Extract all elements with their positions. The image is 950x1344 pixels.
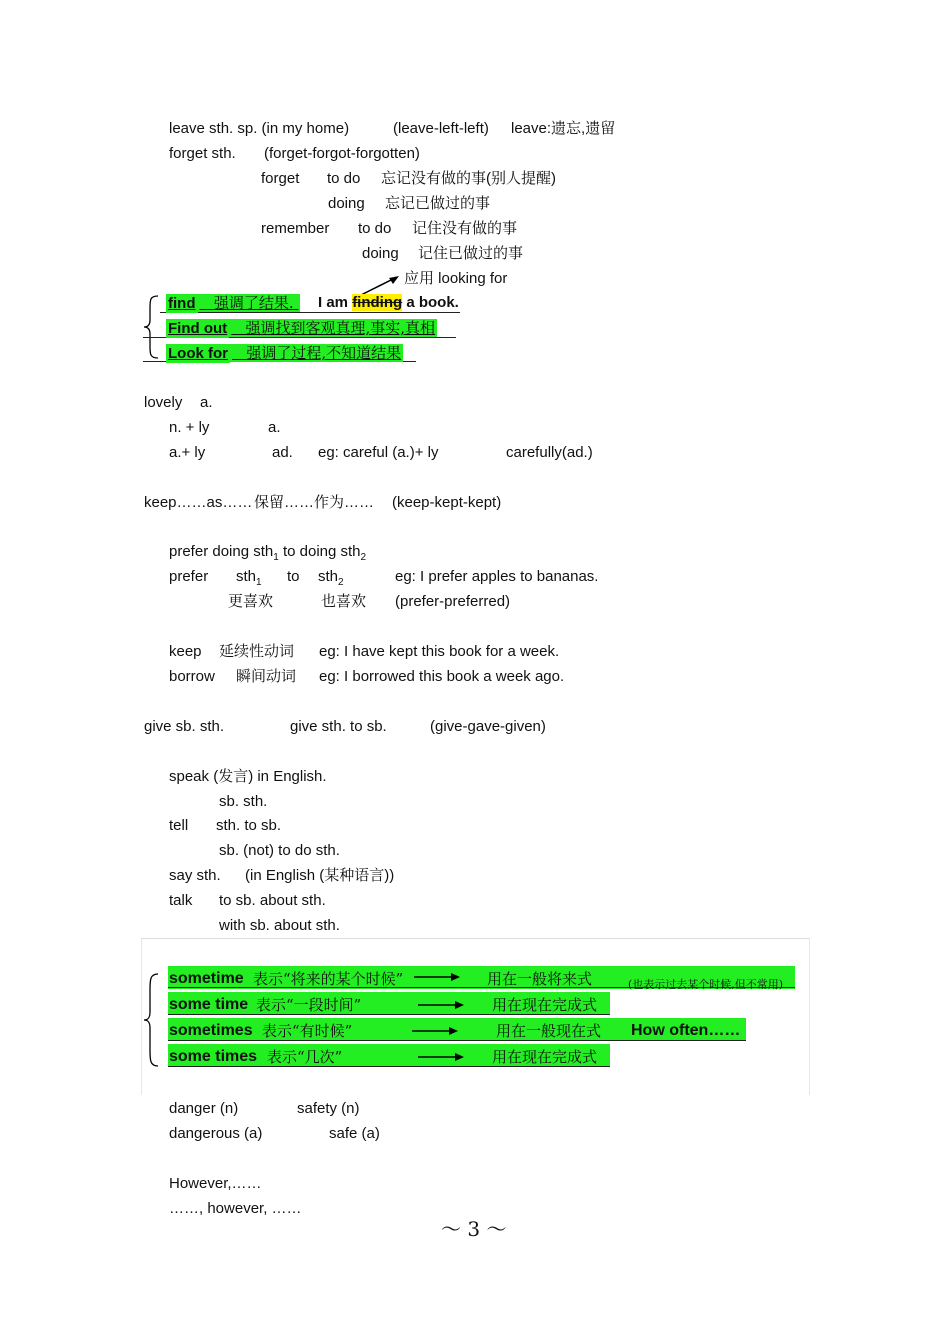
keep-type: 延续性动词 (219, 643, 295, 660)
safety-noun: safety (n) (297, 1100, 360, 1117)
prefer-sth2: sth$_2$ (318, 568, 344, 588)
keep-as: keep……as…… (144, 494, 253, 511)
prefer-forms: (prefer-preferred) (395, 593, 511, 610)
forget-phrase: forget sth. (169, 145, 236, 162)
prefer-example: eg: I prefer apples to bananas. (395, 568, 599, 585)
sometime-note: (也表示过去某个时候,但不常用) (628, 978, 784, 991)
find-keyword: find (168, 295, 196, 312)
give-pattern-1: give sb. sth. (144, 718, 225, 735)
remember-doing: doing (362, 245, 399, 262)
findout-row (166, 318, 437, 339)
lookfor-keyword: Look for (168, 345, 228, 362)
give-pattern-2: give sth. to sb. (290, 718, 387, 735)
some-time-usage: 用在现在完成式 (492, 996, 598, 1014)
safe-adj: safe (a) (329, 1125, 380, 1142)
however-start: However,…… (169, 1175, 262, 1192)
speak-pattern: speak (发言) in English. (169, 768, 327, 785)
some-time-keyword: some time (169, 996, 249, 1013)
arrow-right-icon (412, 1023, 462, 1039)
borrow-type: 瞬间动词 (236, 668, 297, 685)
findout-meaning: 强调找到客观真理,事实,真相 (229, 319, 437, 337)
tell-word: tell (169, 817, 189, 834)
talk-pattern-2: with sb. about sth. (219, 917, 340, 934)
talk-word: talk (169, 892, 193, 909)
danger-noun: danger (n) (169, 1100, 239, 1117)
keep-forms: (keep-kept-kept) (392, 494, 502, 511)
find-meaning: 强调了结果. (198, 294, 301, 312)
remember-todo: to do (358, 220, 392, 237)
borrow-example: eg: I borrowed this book a week ago. (319, 668, 565, 685)
lovely-word: lovely (144, 394, 183, 411)
sometime-meaning: 表示“将来的某个时候” (253, 970, 404, 988)
find-example-strike: finding (352, 294, 403, 311)
forget-todo-meaning: 忘记没有做的事(别人提醒) (381, 170, 556, 187)
a-ly-result: carefully(ad.) (506, 444, 593, 461)
say-word: say sth. (169, 867, 221, 884)
sometime-usage: 用在一般将来式 (487, 970, 593, 988)
a-ly: a.+ ly (169, 444, 206, 461)
findout-keyword: Find out (168, 320, 228, 337)
remember-doing-meaning: 记住已做过的事 (418, 245, 524, 262)
sometimes-keyword: sometimes (169, 1022, 253, 1039)
speak-sb-sth: sb. sth. (219, 793, 268, 810)
a-ly-pos: ad. (272, 444, 293, 461)
sometimes-meaning: 表示“有时候” (262, 1022, 353, 1040)
forget-doing-meaning: 忘记已做过的事 (385, 195, 491, 212)
prefer-pattern-1: prefer doing sth$_1$ to doing sth$_2$ (169, 543, 367, 563)
give-forms: (give-gave-given) (430, 718, 546, 735)
find-example (318, 293, 459, 313)
forget-forms: (forget-forgot-forgotten) (264, 145, 420, 162)
lookfor-meaning: 强调了过程,不知道结果 (230, 344, 403, 362)
tell-pattern-2: sb. (not) to do sth. (219, 842, 340, 859)
forget-doing: doing (328, 195, 365, 212)
n-ly-pos: a. (268, 419, 281, 436)
prefer-meaning-1: 更喜欢 (228, 593, 274, 610)
remember-label: remember (261, 220, 330, 237)
find-example-start: I am (318, 294, 349, 311)
talk-pattern-1: to sb. about sth. (219, 892, 326, 909)
apply-looking-for: 应用 looking for (404, 270, 508, 287)
sometime-box (141, 938, 810, 1095)
forget-label: forget (261, 170, 300, 187)
leave-phrase: leave sth. sp. (in my home) (169, 120, 350, 137)
however-middle: ……, however, …… (169, 1200, 302, 1217)
some-times-usage: 用在现在完成式 (492, 1048, 598, 1066)
some-time-meaning: 表示“一段时间” (256, 996, 362, 1014)
sometimes-usage: 用在一般现在式 (496, 1022, 602, 1040)
find-example-end: a book. (406, 294, 459, 311)
leave-forms: (leave-left-left) (393, 120, 489, 137)
say-pattern: (in English (某种语言)) (245, 867, 395, 884)
keep-word: keep (169, 643, 202, 660)
a-ly-example: eg: careful (a.)+ ly (318, 444, 439, 461)
some-times-meaning: 表示“几次” (267, 1048, 343, 1066)
forget-todo: to do (327, 170, 361, 187)
prefer-label: prefer (169, 568, 209, 585)
remember-todo-meaning: 记住没有做的事 (412, 220, 518, 237)
tell-pattern-1: sth. to sb. (216, 817, 282, 834)
left-brace-icon (142, 972, 164, 1068)
arrow-right-icon (418, 997, 468, 1013)
arrow-right-icon (418, 1049, 468, 1065)
some-times-keyword: some times (169, 1048, 258, 1065)
dangerous-adj: dangerous (a) (169, 1125, 263, 1142)
arrow-right-icon (414, 969, 464, 985)
sometime-keyword: sometime (169, 970, 244, 987)
borrow-word: borrow (169, 668, 215, 685)
keep-as-meaning: 保留……作为…… (254, 494, 375, 511)
lovely-pos: a. (200, 394, 213, 411)
n-ly: n. + ly (169, 419, 210, 436)
find-row (166, 293, 300, 314)
keep-example: eg: I have kept this book for a week. (319, 643, 560, 660)
left-brace-icon (142, 294, 164, 360)
prefer-meaning-2: 也喜欢 (321, 593, 367, 610)
prefer-sth1: sth$_1$ (236, 568, 262, 588)
leave-meaning: leave:遗忘,遗留 (511, 120, 616, 137)
how-often: How often…… (631, 1022, 741, 1039)
prefer-to: to (287, 568, 300, 585)
lookfor-row (166, 343, 403, 364)
page-number: ～ 3 ～ (441, 1217, 507, 1241)
